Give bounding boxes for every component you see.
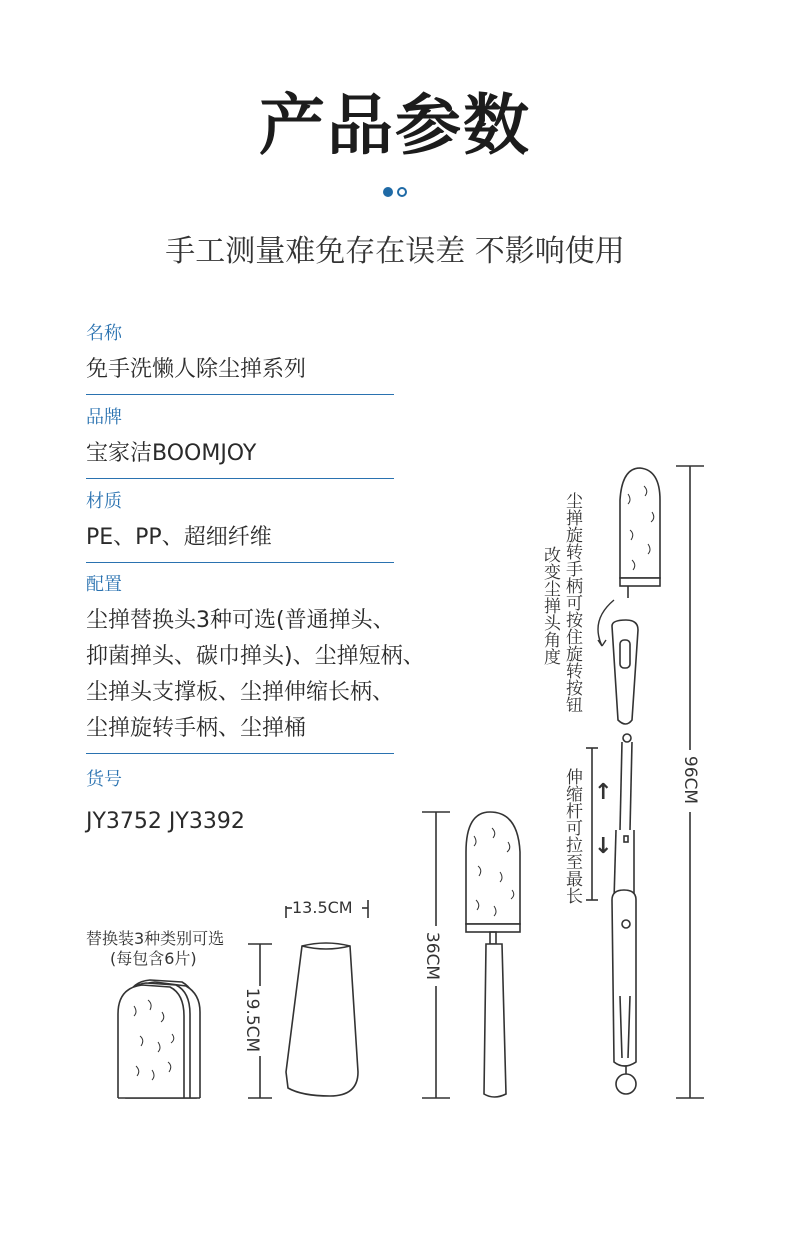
spec-value: JY3752 JY3392	[86, 809, 245, 834]
spec-label: 名称	[86, 323, 122, 344]
spec-label: 品牌	[86, 407, 122, 428]
arrow-up-icon: ↑	[594, 780, 613, 805]
rotate-angle-note: 改变尘掸头角度	[540, 546, 560, 665]
bucket-height-label: 19.5CM	[242, 987, 263, 1053]
refill-note: 替换装3种类别可选	[86, 929, 225, 948]
bucket-width-label: 13.5CM	[292, 898, 353, 917]
spec-value-line: 尘掸头支撑板、尘掸伸缩长柄、	[86, 680, 395, 705]
rotate-handle-note: 尘掸旋转手柄可按住旋转按钮	[562, 492, 582, 713]
spec-value: PE、PP、超细纤维	[86, 525, 272, 550]
spec-value: 宝家洁BOOMJOY	[86, 441, 257, 466]
telescopic-note: 伸缩杆可拉至最长	[562, 768, 582, 904]
spec-label: 配置	[86, 574, 122, 595]
spec-value: 免手洗懒人除尘掸系列	[86, 357, 307, 382]
page-title: 产品参数	[259, 87, 531, 164]
spec-label: 货号	[86, 769, 122, 790]
refill-pads-illustration	[118, 980, 200, 1098]
bucket-illustration	[248, 900, 368, 1098]
refill-note-pack: (每包含6片)	[110, 949, 197, 968]
page-subtitle: 手工测量难免存在误差 不影响使用	[165, 234, 625, 269]
spec-value-line: 尘掸旋转手柄、尘掸桶	[86, 716, 307, 741]
spec-label: 材质	[86, 491, 122, 512]
long-handle-length-label: 96CM	[680, 755, 701, 805]
arrow-down-icon: ↓	[594, 834, 613, 859]
spec-value-line: 抑菌掸头、碳巾掸头)、尘掸短柄、	[86, 644, 425, 669]
spec-value-line: 尘掸替换头3种可选(普通掸头、	[86, 608, 395, 633]
short-handle-length-label: 36CM	[422, 931, 443, 981]
